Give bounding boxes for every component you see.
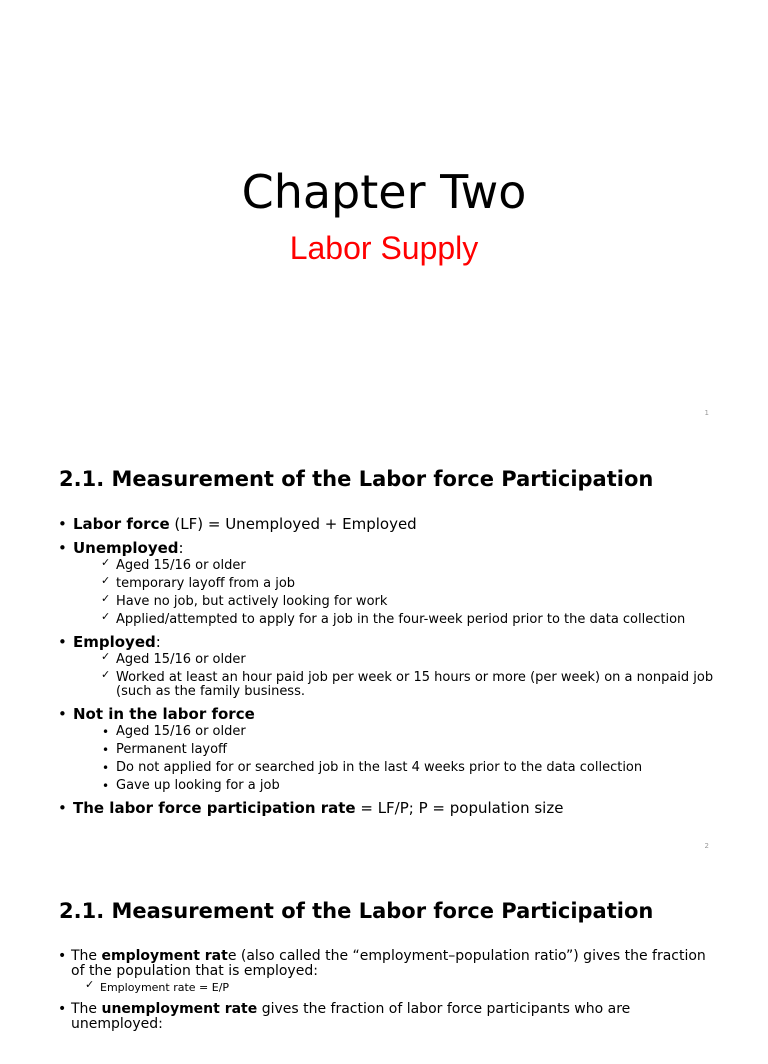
list-item: ✓ Employment rate = E/P xyxy=(85,981,718,995)
list-item: • Permanent layoff xyxy=(101,743,718,757)
sub-list xyxy=(101,559,718,627)
title-slide xyxy=(0,0,768,432)
content-slide xyxy=(0,432,768,864)
bullet-list xyxy=(58,949,718,1039)
slide-subtitle: Labor Supply xyxy=(289,230,479,266)
sub-list xyxy=(101,725,718,793)
content-slide xyxy=(0,864,768,1064)
page-number: 1 xyxy=(704,409,709,417)
slide-heading: 2.1. Measurement of the Labor force Participation xyxy=(59,899,654,923)
page-number: 2 xyxy=(704,842,709,850)
list-item: ✓ temporary layoff from a job xyxy=(101,577,718,591)
list-item: • Gave up looking for a job xyxy=(101,779,718,793)
sub-list xyxy=(85,981,718,995)
list-item: • The unemployment rate gives the fraction of labor force participants who are unemployed: xyxy=(58,1002,718,1032)
slide-title: Chapter Two xyxy=(241,165,527,219)
list-item: • Not in the labor force • Aged 15/16 or older • Permanent layoff • Do not applied for or searched job in the last 4 weeks prior to the data collection • Gave up looking for a job xyxy=(58,705,718,793)
list-item: ✓ Aged 15/16 or older xyxy=(101,653,718,667)
list-item: ✓ Have no job, but actively looking for work xyxy=(101,595,718,609)
list-item: • The labor force participation rate = LF/P; P = population size xyxy=(58,799,718,817)
slide-heading: 2.1. Measurement of the Labor force Participation xyxy=(59,467,654,491)
list-item: ✓ Worked at least an hour paid job per week or 15 hours or more (per week) on a nonpaid job (such as the family business. xyxy=(101,671,718,699)
list-item: • Do not applied for or searched job in the last 4 weeks prior to the data collection xyxy=(101,761,718,775)
list-item: • Employed: ✓ Aged 15/16 or older ✓ Worked at least an hour paid job per week or 15 hours or more (per week) on a nonpaid job (such as the family business. xyxy=(58,633,718,699)
list-item: ✓ Applied/attempted to apply for a job in the four-week period prior to the data collection xyxy=(101,613,718,627)
list-item: • The employment rate (also called the “employment–population ratio”) gives the fraction of the population that is employed: ✓ Employment rate = E/P xyxy=(58,949,718,995)
list-item: • Unemployed: ✓ Aged 15/16 or older ✓ temporary layoff from a job ✓ Have no job, but actively looking for work ✓ Applied/attempted to apply for a job in the four-week period prior to the data collection xyxy=(58,539,718,627)
bullet-list xyxy=(58,515,718,823)
list-item: • Aged 15/16 or older xyxy=(101,725,718,739)
sub-list xyxy=(101,653,718,699)
list-item: • Labor force (LF) = Unemployed + Employed xyxy=(58,515,718,533)
list-item: ✓ Aged 15/16 or older xyxy=(101,559,718,573)
